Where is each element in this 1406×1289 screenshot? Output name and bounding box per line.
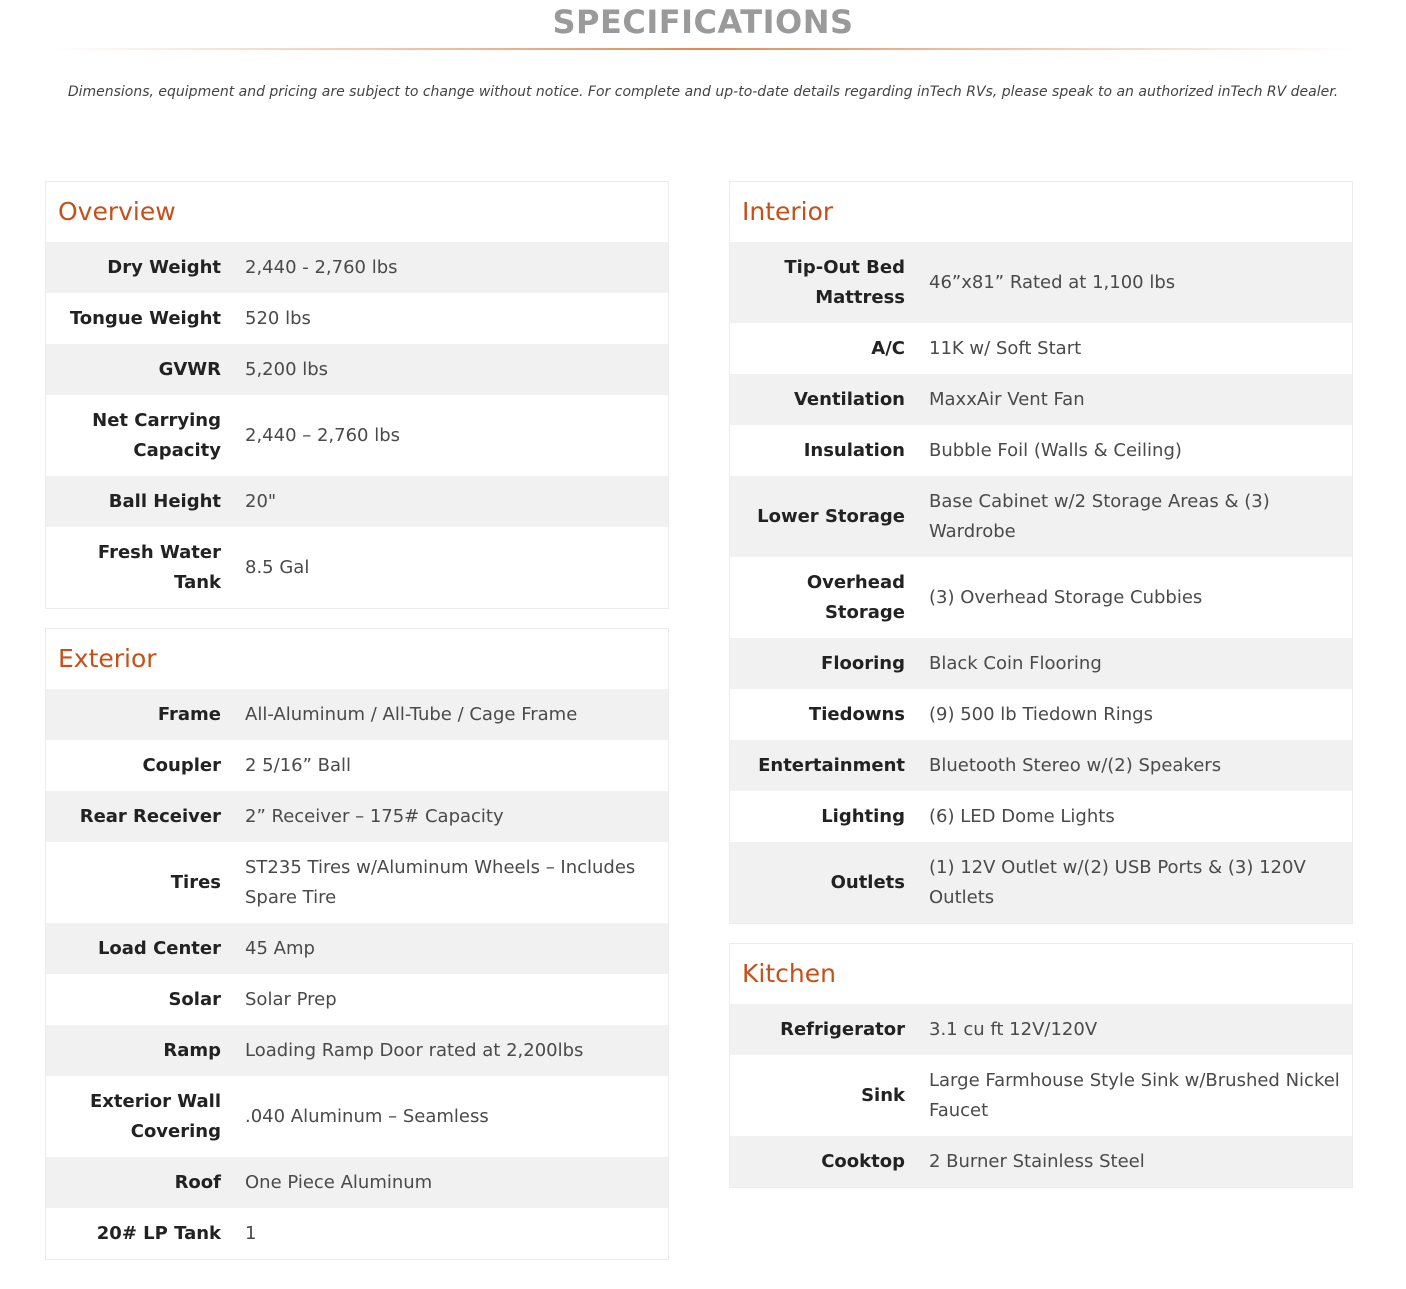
spec-label: Ventilation [793,388,905,410]
spec-value: Solar Prep [245,988,337,1010]
exterior-section [45,628,669,1260]
spec-row [730,638,1352,689]
spec-label: Refrigerator [780,1018,905,1040]
spec-label: Ball Height [108,490,221,512]
spec-value: All-Aluminum / All-Tube / Cage Frame [245,703,578,725]
section-title-kitchen: Kitchen [742,959,836,988]
spec-row [46,1076,668,1157]
spec-value: 45 Amp [245,937,315,959]
spec-row [730,476,1352,557]
spec-value: MaxxAir Vent Fan [929,388,1085,410]
spec-row [46,1025,668,1076]
spec-row [730,323,1352,374]
section-title-overview: Overview [58,197,176,226]
spec-row [730,791,1352,842]
spec-value: 3.1 cu ft 12V/120V [929,1018,1098,1040]
spec-label: 20# LP Tank [96,1222,221,1244]
spec-row [46,293,668,344]
spec-label: Tip-Out Bed Mattress [784,256,905,308]
spec-value: 5,200 lbs [245,358,329,380]
spec-label: Exterior Wall Covering [90,1090,221,1142]
spec-value: 2 Burner Stainless Steel [929,1150,1145,1172]
spec-value: 2,440 - 2,760 lbs [245,256,398,278]
spec-value: One Piece Aluminum [245,1171,433,1193]
spec-row [46,689,668,740]
spec-value: Large Farmhouse Style Sink w/Brushed Nickel Faucet [929,1069,1340,1121]
spec-label: Flooring [821,652,905,674]
spec-row [730,740,1352,791]
spec-row [730,242,1352,323]
spec-row [730,374,1352,425]
spec-label: Tongue Weight [69,307,221,329]
spec-label: Tires [170,871,221,893]
spec-label: Tiedowns [808,703,905,725]
spec-value: (6) LED Dome Lights [929,805,1115,827]
spec-row [46,1208,668,1259]
spec-row [730,1055,1352,1136]
spec-row [46,242,668,293]
interior-section [729,181,1353,924]
spec-row [730,425,1352,476]
section-title-exterior: Exterior [58,644,157,673]
spec-row [46,344,668,395]
spec-value: (3) Overhead Storage Cubbies [929,586,1203,608]
spec-row [46,1157,668,1208]
spec-value: Bluetooth Stereo w/(2) Speakers [929,754,1222,776]
section-title-interior: Interior [742,197,834,226]
spec-table-exterior [46,689,668,1259]
spec-row [46,974,668,1025]
spec-row [46,842,668,923]
spec-value: 11K w/ Soft Start [929,337,1082,359]
spec-label: Solar [168,988,221,1010]
spec-value: Black Coin Flooring [929,652,1102,674]
spec-label: Frame [157,703,221,725]
spec-value: .040 Aluminum – Seamless [245,1105,489,1127]
spec-value: Loading Ramp Door rated at 2,200lbs [245,1039,584,1061]
disclaimer-text: Dimensions, equipment and pricing are subject to change without notice. For complete and up-to-date details regarding inTech RVs, please speak to an authorized inTech RV dealer. [67,84,1339,100]
spec-row [46,527,668,608]
spec-value: 2,440 – 2,760 lbs [245,424,401,446]
spec-label: Overhead Storage [806,571,905,623]
spec-label: Ramp [163,1039,221,1061]
spec-label: Roof [174,1171,221,1193]
spec-label: A/C [871,337,905,359]
spec-label: Rear Receiver [79,805,221,827]
overview-section [45,181,669,609]
spec-row [730,557,1352,638]
spec-label: Coupler [142,754,221,776]
spec-row [730,689,1352,740]
spec-label: Fresh Water Tank [97,541,221,593]
spec-label: Outlets [830,871,905,893]
spec-label: Net Carrying Capacity [92,409,221,461]
spec-value: 46”x81” Rated at 1,100 lbs [929,271,1176,293]
spec-value: Bubble Foil (Walls & Ceiling) [929,439,1182,461]
left-column [45,181,669,1279]
spec-table-kitchen [730,1004,1352,1187]
spec-label: Lower Storage [757,505,905,527]
kitchen-section [729,943,1353,1188]
spec-row [730,842,1352,923]
spec-value: 1 [245,1222,257,1244]
spec-row [46,395,668,476]
spec-value: 2” Receiver – 175# Capacity [245,805,504,827]
right-column [729,181,1353,1207]
spec-value: ST235 Tires w/Aluminum Wheels – Includes Spare Tire [245,856,636,908]
spec-value: (9) 500 lb Tiedown Rings [929,703,1153,725]
spec-row [46,923,668,974]
spec-value: 520 lbs [245,307,311,329]
spec-table-interior [730,242,1352,923]
spec-row [46,791,668,842]
spec-row [46,476,668,527]
spec-value: (1) 12V Outlet w/(2) USB Ports & (3) 120V Outlets [929,856,1306,908]
spec-value: 20" [245,490,277,512]
title-divider [50,48,1356,50]
spec-label: GVWR [158,358,221,380]
spec-label: Cooktop [821,1150,905,1172]
spec-value: Base Cabinet w/2 Storage Areas & (3) Wardrobe [929,490,1270,542]
spec-label: Load Center [97,937,221,959]
spec-value: 2 5/16” Ball [245,754,352,776]
spec-row [730,1136,1352,1187]
spec-label: Insulation [803,439,905,461]
spec-label: Lighting [821,805,905,827]
spec-label: Entertainment [758,754,905,776]
spec-row [730,1004,1352,1055]
page-title: SPECIFICATIONS [552,3,854,41]
spec-table-overview [46,242,668,608]
spec-value: 8.5 Gal [245,556,310,578]
spec-label: Sink [861,1084,905,1106]
spec-label: Dry Weight [107,256,221,278]
spec-row [46,740,668,791]
